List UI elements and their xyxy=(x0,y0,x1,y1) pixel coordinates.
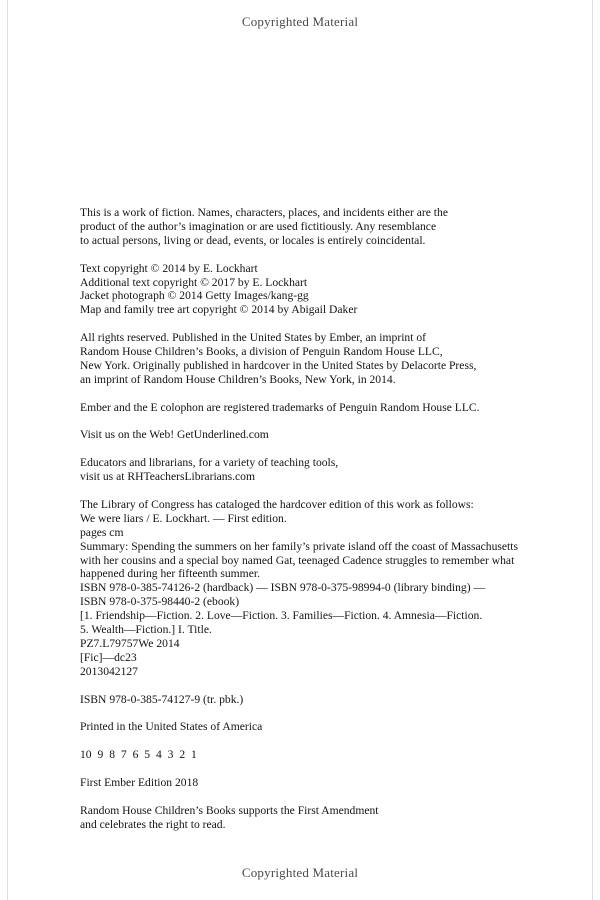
text-line: ISBN 978-0-385-74126-2 (hardback) — ISBN 978-0-375-98994-0 (library binding) — xyxy=(80,581,486,595)
copyright-text-block xyxy=(80,206,584,846)
page-edge-left xyxy=(7,0,8,900)
web-promo-paragraph xyxy=(80,428,584,442)
text-line: New York. Originally published in hardcover in the United States by Delacorte Press, xyxy=(80,358,477,372)
text-line: Random House Children’s Books supports the First Amendment xyxy=(80,803,379,817)
copyright-notices-paragraph xyxy=(80,262,584,318)
text-line: 10 9 8 7 6 5 4 3 2 1 xyxy=(80,748,197,762)
copyrighted-material-bottom: Copyrighted Material xyxy=(241,865,359,880)
text-line: Random House Children’s Books, a division of Penguin Random House LLC, xyxy=(80,345,443,359)
text-line: Jacket photograph © 2014 Getty Images/kang-gg xyxy=(80,289,309,303)
publisher-info-paragraph xyxy=(80,331,584,387)
text-line: Additional text copyright © 2017 by E. Lockhart xyxy=(80,275,308,289)
text-line: Visit us on the Web! GetUnderlined.com xyxy=(80,428,269,442)
text-line: an imprint of Random House Children’s Books, New York, in 2014. xyxy=(80,372,396,386)
text-line: [Fic]—dc23 xyxy=(80,650,137,664)
text-line: product of the author’s imagination or are used fictitiously. Any resemblance xyxy=(80,219,437,233)
text-line: to actual persons, living or dead, events, or locales is entirely coincidental. xyxy=(80,233,426,247)
isbn-paperback-paragraph xyxy=(80,693,584,707)
fiction-disclaimer-paragraph xyxy=(80,206,584,248)
text-line: Educators and librarians, for a variety of teaching tools, xyxy=(80,456,339,470)
loc-cataloging-paragraph xyxy=(80,498,584,679)
text-line: First Ember Edition 2018 xyxy=(80,776,199,789)
text-line: 5. Wealth—Fiction.] I. Title. xyxy=(80,623,212,637)
text-line: We were liars / E. Lockhart. — First edition. xyxy=(80,511,287,525)
text-line: PZ7.L79757We 2014 xyxy=(80,637,180,650)
printed-in-paragraph xyxy=(80,720,584,734)
text-line: visit us at RHTeachersLibrarians.com xyxy=(80,470,255,484)
educators-note-paragraph xyxy=(80,456,584,484)
text-line: Text copyright © 2014 by E. Lockhart xyxy=(80,261,258,275)
text-line: with her cousins and a special boy named Gat, teenaged Cadence struggles to remember what xyxy=(80,553,515,567)
text-line: ISBN 978-0-375-98440-2 (ebook) xyxy=(80,595,240,609)
text-line: [1. Friendship—Fiction. 2. Love—Fiction. 3. Families—Fiction. 4. Amnesia—Fiction. xyxy=(80,609,483,623)
text-line: ISBN 978-0-385-74127-9 (tr. pbk.) xyxy=(80,692,244,706)
text-line: The Library of Congress has cataloged the hardcover edition of this work as follows: xyxy=(80,497,474,511)
text-line: This is a work of fiction. Names, characters, places, and incidents either are the xyxy=(80,206,448,219)
text-line: Map and family tree art copyright © 2014 by Abigail Daker xyxy=(80,303,358,317)
text-line: Ember and the E colophon are registered trademarks of Penguin Random House LLC. xyxy=(80,400,480,414)
text-line: 2013042127 xyxy=(80,664,138,678)
copyrighted-material-top: Copyrighted Material xyxy=(241,14,359,29)
print-run-numbers-paragraph xyxy=(80,748,584,762)
text-line: and celebrates the right to read. xyxy=(80,817,226,831)
page-edge-right xyxy=(592,0,593,900)
text-line: pages cm xyxy=(80,525,124,539)
edition-line-paragraph xyxy=(80,776,584,790)
trademark-notice-paragraph xyxy=(80,401,584,415)
text-line: happened during her fifteenth summer. xyxy=(80,567,260,581)
text-line: Summary: Spending the summers on her family’s private island off the coast of Massachusetts xyxy=(80,539,519,553)
text-line: All rights reserved. Published in the United States by Ember, an imprint of xyxy=(80,331,427,345)
first-amendment-note-paragraph xyxy=(80,804,584,832)
text-line: Printed in the United States of America xyxy=(80,720,263,734)
